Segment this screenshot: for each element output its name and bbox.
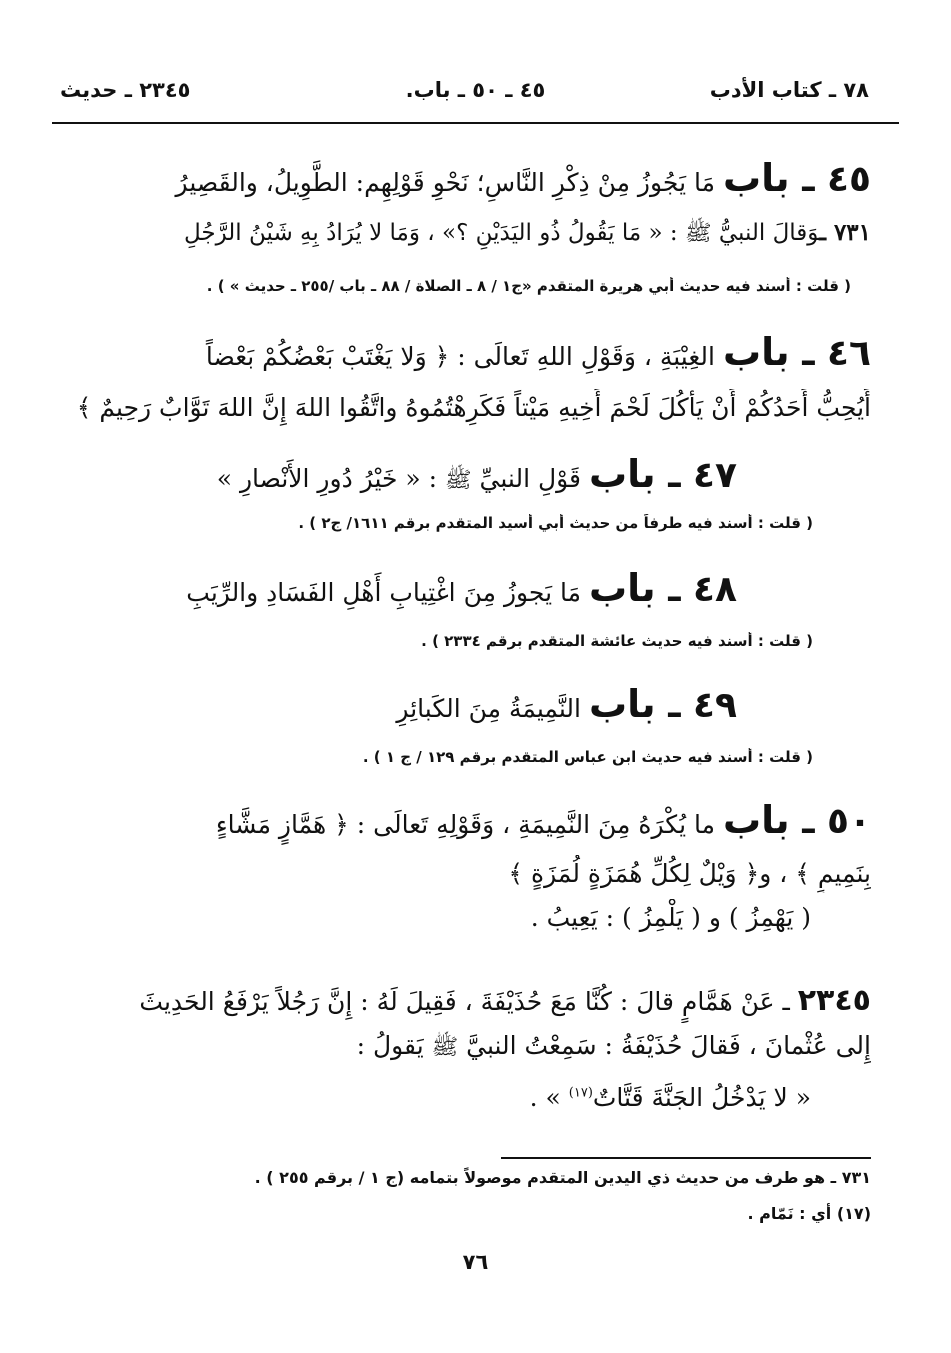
footnote-marker: (١٧) [568, 1085, 593, 1101]
chapter-47-note [50, 514, 813, 532]
chapter-48-note [50, 632, 813, 650]
chapter-number: ٤٧ [693, 455, 737, 496]
chapter-number: ٥٠ [827, 801, 871, 842]
chapter-number: ٤٦ [827, 333, 871, 374]
chapter-dash: ـ [655, 685, 694, 726]
chapter-48-heading [50, 560, 737, 617]
chapter-number: ٤٥ [827, 159, 871, 200]
chapter-word: باب [722, 330, 790, 374]
chapter-48 [50, 560, 737, 617]
hadith-number: ٢٣٤٥ [797, 983, 871, 1018]
chapter-45 [50, 150, 871, 207]
chapter-dash: ـ [789, 333, 828, 374]
chapter-50 [50, 792, 871, 936]
hadith-text-b: يَقولُ : [356, 1031, 432, 1060]
hadith-2345-line-1 [50, 978, 871, 1023]
chapter-title-b: : « خَيْرُ دُورِ الأَنْصارِ » [216, 464, 445, 493]
chapter-dash: ـ [655, 569, 694, 610]
chapter-45-note [50, 277, 851, 295]
footnote-rule [501, 1157, 871, 1159]
chapter-title: مَا يَجُوزُ مِنْ ذِكْرِ النَّاسِ؛ نَحْوِ قَوْلِهِم: الطَّوِيلُ، والقَصِيرُ [175, 168, 723, 197]
editor-note: ( قلت : أسند فيه حديث ابن عباس المتقدم برقم ١٢٩ / ج ١ ) . [362, 748, 813, 766]
hadith-text: ـ عَنْ هَمَّامٍ قالَ : كُنَّا مَعَ حُذَيْفَةَ ، فَقِيلَ لَهُ : إِنَّ رَجُلاً يَرْفَعُ الحَدِيثَ [139, 987, 798, 1016]
chapter-title: النَّمِيمَةُ مِنَ الكَبائِرِ [396, 694, 589, 723]
running-header-hadith: ٢٣٤٥ ـ حديث [60, 78, 191, 102]
hadith-2345 [50, 978, 871, 1116]
editor-note: ( قلت : أسند فيه حديث أبي هريرة المتقدم «ج١ / ٨ ـ الصلاة / ٨٨ ـ باب /٢٥٥ ـ حديث » ) . [206, 277, 851, 295]
chapter-dash: ـ [789, 159, 828, 200]
chapter-dash: ـ [655, 455, 694, 496]
chapter-word: باب [588, 682, 656, 726]
chapter-46 [50, 324, 871, 427]
running-header-chapters: ٤٥ ـ ٥٠ ـ باب. [405, 78, 546, 102]
chapter-45-heading [50, 150, 871, 207]
chapter-dash: ـ [789, 801, 828, 842]
chapter-word: باب [722, 156, 790, 200]
salutation-symbol: ﷺ [431, 1035, 459, 1060]
hadith-text-end: » . [529, 1082, 569, 1112]
chapter-number: ٤٨ [693, 569, 737, 610]
chapter-title-a: قَوْلِ النبيِّ [471, 464, 589, 493]
chapter-50-heading [50, 792, 871, 849]
header-rule [52, 122, 899, 124]
chapter-49-note [50, 748, 813, 766]
salutation-symbol: ﷺ [445, 468, 472, 493]
page-number: ٧٦ [462, 1250, 489, 1274]
chapter-title: ما يُكْرَهُ مِنَ النَّمِيمَةِ ، وَقَوْلِهِ تَعالَى : ﴿ هَمَّازٍ مَشَّاءٍ [215, 810, 723, 839]
running-header-book: ٧٨ ـ كتاب الأدب [709, 78, 869, 102]
hadith-text-a: وَقالَ النبيُّ [711, 220, 820, 246]
chapter-word: باب [722, 798, 790, 842]
chapter-47 [50, 446, 737, 503]
chapter-title: الغِيْبَةِ ، وَقَوْلِ اللهِ تَعالَى : ﴿ وَلا يَغْتَبْ بَعْضُكُمْ بَعْضاً [205, 342, 723, 371]
editor-note: ( قلت : أسند فيه طرفاً من حديث أبي أسيد المتقدم برقم ١٦١١/ ج٢ ) . [298, 514, 813, 532]
chapter-46-heading [50, 324, 871, 381]
salutation-symbol: ﷺ [684, 221, 712, 246]
chapter-word: باب [588, 566, 656, 610]
hadith-number: ٧٣١ ـ [819, 219, 871, 246]
hadith-text-b: : « مَا يَقُولُ ذُو اليَدَيْنِ ؟» ، وَمَا لا يُرَادُ بِهِ شَيْنُ الرَّجُلِ [183, 220, 685, 246]
hadith-731-text [50, 216, 871, 251]
chapter-50-gloss: ( يَهْمِزُ ) و ( يَلْمِزُ ) : يَعِيبُ . [530, 902, 811, 932]
chapter-47-heading [50, 446, 737, 503]
editor-note: ( قلت : أسند فيه حديث عائشة المتقدم برقم ٢٣٣٤ ) . [421, 632, 813, 650]
footnote-17: (١٧) أي : نَمّام . [747, 1204, 871, 1223]
hadith-2345-line-3 [50, 1079, 871, 1117]
chapter-number: ٤٩ [693, 685, 737, 726]
hadith-text: « لا يَدْخُلُ الجَنَّةَ قَتَّاتٌ [592, 1082, 811, 1112]
hadith-2345-line-2 [50, 1027, 871, 1065]
footnote-731: ٧٣١ ـ هو طرف من حديث ذي اليدين المتقدم موصولاً بتمامه (ج ١ / برقم ٢٥٥ ) . [254, 1168, 871, 1187]
hadith-731 [50, 216, 871, 251]
hadith-text-a: إِلى عُثْمانَ ، فَقالَ حُذَيْفَةُ : سَمِعْتُ النبيَّ [458, 1031, 871, 1060]
chapter-title: مَا يَجوزُ مِنَ اغْتِيابِ أَهْلِ الفَسَادِ والرِّيَبِ [186, 578, 589, 607]
chapter-word: باب [588, 452, 656, 496]
chapter-49-heading [50, 676, 737, 733]
chapter-50-verse: بِنَمِيمٍ ﴾ ، و﴿ وَيْلٌ لِكُلِّ هُمَزَةٍ لُمَزَةٍ ﴾ [508, 859, 871, 888]
chapter-46-verse: أَيُحِبُّ أَحَدُكُمْ أَنْ يَأْكُلَ لَحْمَ أَخِيهِ مَيْتاً فَكَرِهْتُمُوهُ واتَّقُوا اللهَ إِنَّ اللهَ تَوَّابٌ رَحِيمٌ ﴾ [76, 393, 871, 422]
chapter-49 [50, 676, 737, 733]
